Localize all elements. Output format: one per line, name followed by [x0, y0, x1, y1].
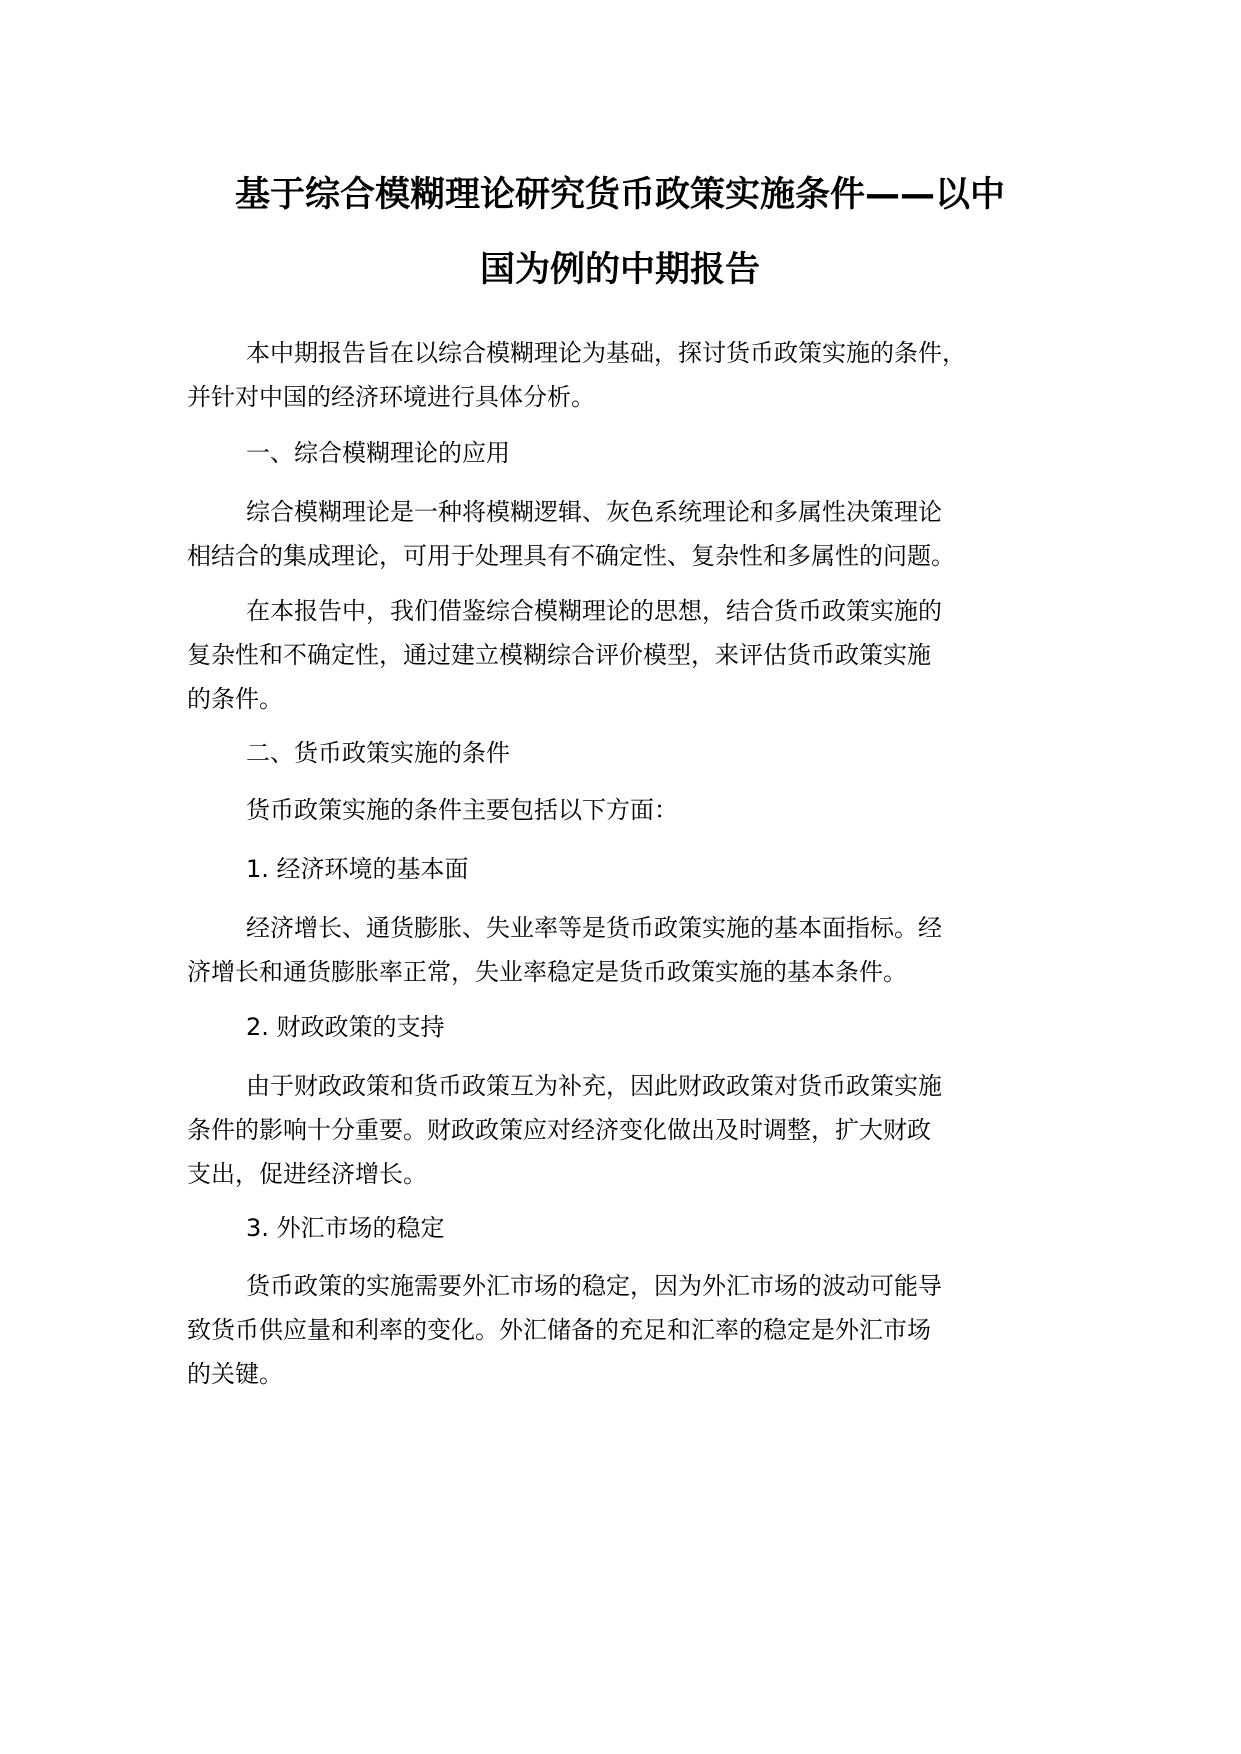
paragraph-line: 支出，促进经济增长。 — [187, 1160, 427, 1188]
paragraph-line: 并针对中国的经济环境进行具体分析。 — [187, 383, 595, 411]
body-paragraph — [187, 589, 1080, 721]
title-line: 国为例的中期报告 — [479, 250, 760, 290]
paragraph-line: 济增长和通货膨胀率正常，失业率稳定是货币政策实施的基本条件。 — [187, 958, 907, 986]
paragraph-line: 复杂性和不确定性，通过建立模糊综合评价模型，来评估货币政策实施 — [187, 641, 931, 669]
intro-paragraph — [187, 331, 1080, 419]
section-heading — [187, 731, 1080, 775]
heading-line: 二、货币政策实施的条件 — [246, 739, 510, 767]
paragraph-line: 在本报告中，我们借鉴综合模糊理论的思想，结合货币政策实施的 — [246, 597, 942, 625]
section-heading — [187, 1206, 1080, 1250]
paragraph-line: 相结合的集成理论，可用于处理具有不确定性、复杂性和多属性的问题。 — [187, 542, 955, 570]
paragraph-line: 货币政策的实施需要外汇市场的稳定，因为外汇市场的波动可能导 — [246, 1272, 942, 1300]
body-paragraph — [187, 1064, 1080, 1196]
heading-line: 1. 经济环境的基本面 — [246, 855, 469, 883]
paragraph-line: 货币政策实施的条件主要包括以下方面： — [246, 796, 678, 824]
paragraph-line: 条件的影响十分重要。财政政策应对经济变化做出及时调整，扩大财政 — [187, 1116, 931, 1144]
paragraph-line: 的条件。 — [187, 685, 283, 713]
body-paragraph — [187, 490, 1080, 578]
paragraph-line: 的关键。 — [187, 1360, 283, 1388]
body-paragraph — [187, 906, 1080, 994]
document-title — [150, 173, 1090, 292]
heading-line: 一、综合模糊理论的应用 — [246, 439, 510, 467]
heading-line: 2. 财政政策的支持 — [246, 1013, 445, 1041]
paragraph-line: 由于财政政策和货币政策互为补充，因此财政政策对货币政策实施 — [246, 1072, 942, 1100]
paragraph-line: 本中期报告旨在以综合模糊理论为基础，探讨货币政策实施的条件， — [246, 339, 966, 367]
paragraph-line: 综合模糊理论是一种将模糊逻辑、灰色系统理论和多属性决策理论 — [246, 498, 942, 526]
body-paragraph — [187, 788, 1080, 832]
section-heading — [187, 1005, 1080, 1049]
paragraph-line: 致货币供应量和利率的变化。外汇储备的充足和汇率的稳定是外汇市场 — [187, 1316, 931, 1344]
section-heading — [187, 847, 1080, 891]
paragraph-line: 经济增长、通货膨胀、失业率等是货币政策实施的基本面指标。经 — [246, 914, 942, 942]
section-heading — [187, 431, 1080, 475]
title-line: 基于综合模糊理论研究货币政策实施条件——以中 — [234, 175, 1005, 215]
body-paragraph — [187, 1264, 1080, 1396]
heading-line: 3. 外汇市场的稳定 — [246, 1214, 445, 1242]
